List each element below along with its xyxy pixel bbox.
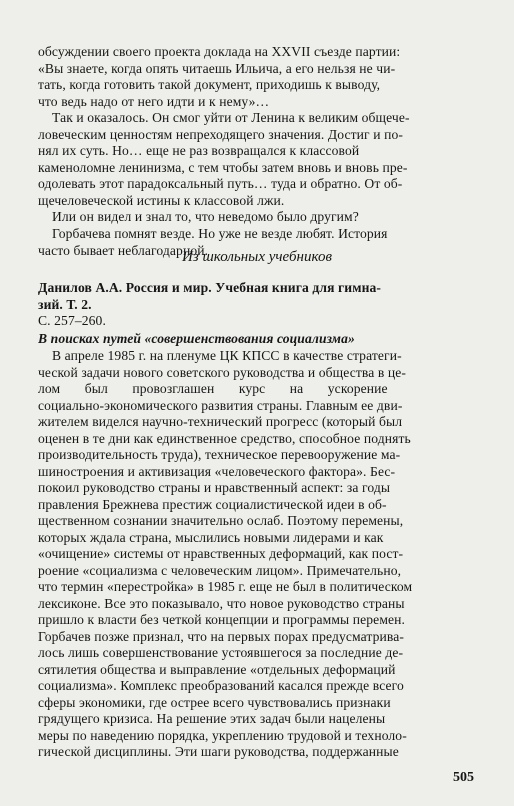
text-line: сятилетия общества и выправление «отдельных деформаций [38, 661, 396, 677]
intro-quote-paragraph [38, 44, 474, 110]
text-line: обсуждении своего проекта доклада на XXVII съезде партии: [38, 44, 401, 59]
section-heading: Из школьных учебников [182, 249, 332, 265]
text-line: покоил руководство страны и нравственный аспект: за годы [38, 480, 391, 495]
subheading-text: В поисках путей «совершенствования социализма» [38, 331, 355, 346]
text-line: жителем виделся научно-технический прогресс (который был [38, 414, 403, 429]
text-line: Горбачев позже признал, что на первых порах предусматрива- [38, 628, 405, 644]
citation-line: Данилов А.А. Россия и мир. Учебная книга для гимна- [38, 280, 382, 295]
text-line: нял их суть. Но… еще не раз возвращался к классовой [38, 143, 360, 158]
text-line: Так и оказалось. Он смог уйти от Ленина к великим общече- [52, 110, 410, 125]
citation-pages: С. 257–260. [38, 313, 106, 328]
text-line: «Вы знаете, когда опять читаешь Ильича, а его нельзя не чи- [38, 60, 396, 76]
paragraph-lenin [38, 110, 474, 209]
citation [38, 280, 474, 330]
text-line: ческой задачи нового советского руководства и общества в це- [38, 364, 406, 380]
text-line: производительность труда), техническое перевооружение ма- [38, 447, 401, 462]
text-line: лексиконе. Все это показывало, что новое руководство страны [38, 595, 405, 611]
text-line: часто бывает неблагодарной. [38, 242, 209, 258]
text-line: гической дисциплины. Эти шаги руководства, поддержанные [38, 744, 399, 759]
citation-line: зий. Т. 2. [38, 296, 92, 312]
text-line: одолевать этот парадоксальный путь… туда и обратно. От об- [38, 176, 403, 191]
page-number: 505 [453, 770, 474, 785]
text-line: сферы экономики, где острее всего чувствовались признаки [38, 694, 391, 710]
subheading [38, 331, 474, 348]
text-line: щественном сознании значительно ослаб. Поэтому перемены, [38, 513, 404, 528]
paragraph-question [38, 209, 474, 226]
text-line: меры по наведению порядка, укреплению трудовой и техноло- [38, 727, 407, 743]
text-line: грядущего кризиса. На решение этих задач были нацелены [38, 711, 386, 726]
text-line: «очищение» системы от нравственных деформаций, как пост- [38, 546, 404, 561]
textbook-body [38, 348, 474, 761]
text-line: каменоломне ленинизма, с тем чтобы затем вновь и вновь пре- [38, 159, 408, 175]
text-line: лось лишь совершенствование устоявшегося за последние де- [38, 645, 404, 660]
text-line: социально-экономического развития страны. Главным ее дви- [38, 397, 403, 413]
text-line: роение «социализма с человеческим лицом». Примечательно, [38, 562, 402, 578]
text-line: оценен в те дни как единственное средство, способное поднять [38, 430, 411, 446]
text-line: социализма». Комплекс преобразований касался прежде всего [38, 678, 404, 693]
text-line: Горбачева помнят везде. Но уже не везде любят. История [52, 226, 388, 241]
text-line: В апреле 1985 г. на пленуме ЦК КПСС в качестве стратеги- [52, 348, 402, 363]
text-line: пришло к власти без четкой концепции и программы перемен. [38, 612, 406, 627]
text-line: лом был провозглашен курс на ускорение [38, 381, 388, 396]
text-line: тать, когда готовить такой документ, приходишь к выводу, [38, 77, 381, 92]
text-line: шиностроения и активизация «человеческого фактора». Бес- [38, 463, 396, 479]
text-line: щечеловеческой истины к классовой лжи. [38, 192, 285, 208]
text-line: ловеческим ценностям непреходящего значения. Достиг и по- [38, 126, 404, 142]
text-line: что термин «перестройка» в 1985 г. еще не был в политическом [38, 579, 413, 594]
text-line: Или он видел и знал то, что неведомо было другим? [52, 209, 359, 224]
text-line: правления Брежнева престиж социалистической идеи в об- [38, 496, 387, 512]
text-line: которых ждала страна, мыслились новыми лидерами и как [38, 529, 384, 545]
text-line: что ведь надо от него идти и к нему»… [38, 93, 270, 109]
